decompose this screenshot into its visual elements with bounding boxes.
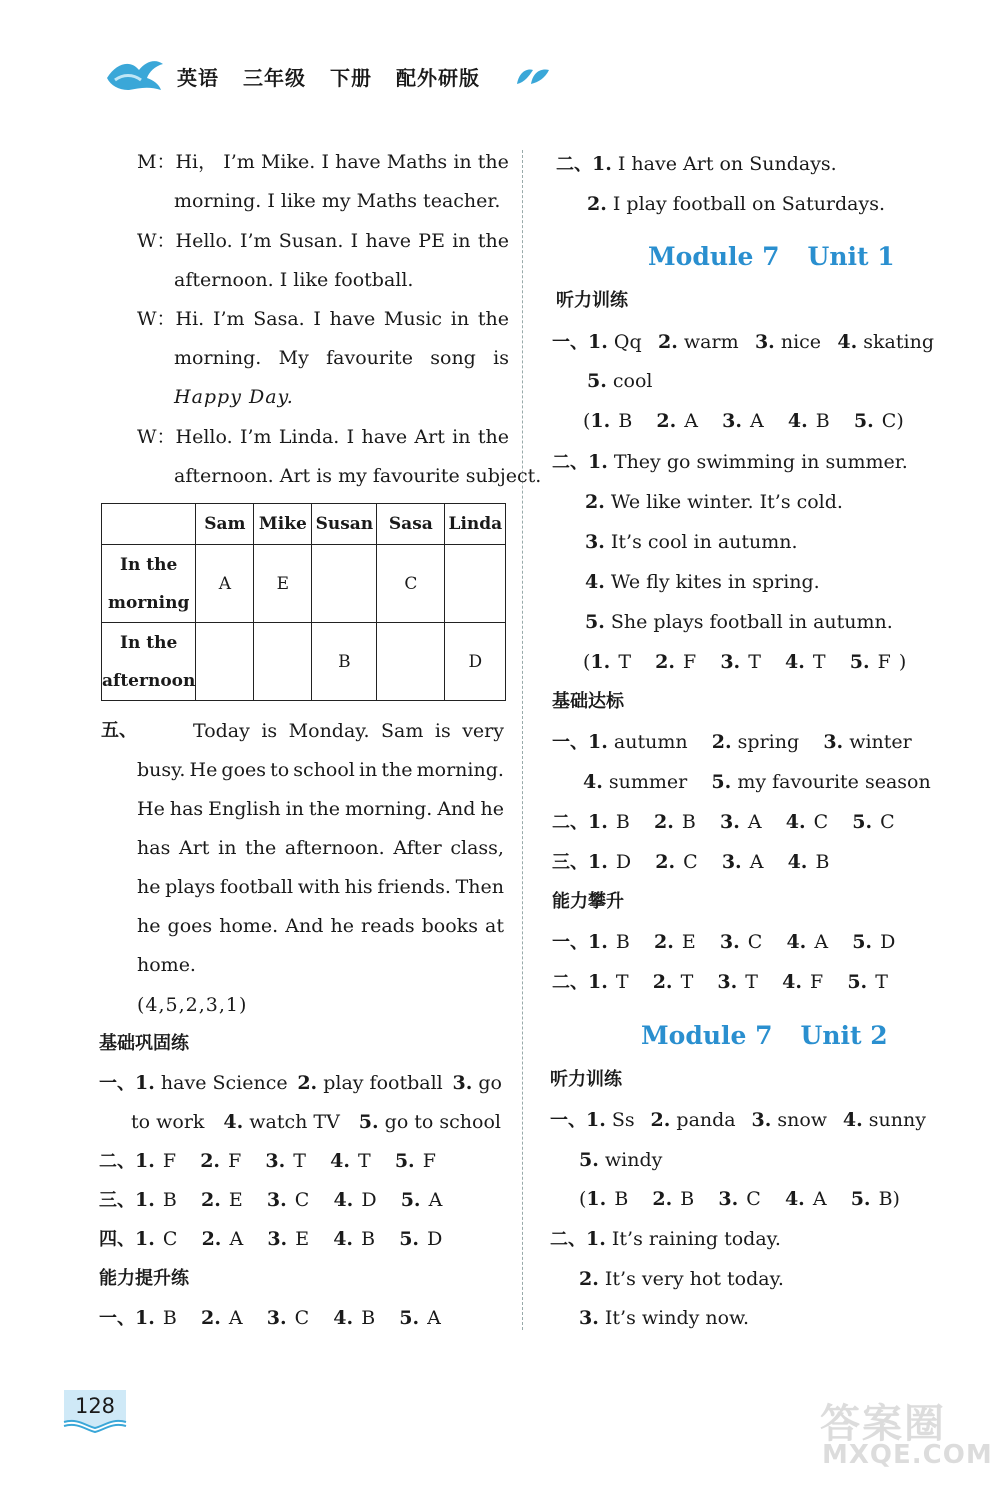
watermark-text: 答案圈 xyxy=(820,1401,946,1447)
answer-line: 3. It’s cool in autumn. xyxy=(585,531,798,553)
watermark-url: MXQE.COM xyxy=(822,1440,993,1470)
table-corner xyxy=(102,504,196,545)
answer-line: 三、1. B 2. E 3. C 4. D 5. A xyxy=(99,1189,443,1211)
answer-line: 2. We like winter. It’s cold. xyxy=(585,491,843,513)
answer-line: 一、1. B 2. E 3. C 4. A 5. D xyxy=(552,931,896,953)
section-heading: 能力攀升 xyxy=(552,891,624,912)
table-row xyxy=(102,623,506,701)
passage-line: he goes home. And he reads books at xyxy=(137,915,504,937)
table-cell xyxy=(254,623,312,701)
section-heading: 基础达标 xyxy=(552,691,624,712)
table-header: Mike xyxy=(254,504,312,545)
answer-line: 5. She plays football in autumn. xyxy=(585,611,893,633)
table-cell: E xyxy=(254,545,312,623)
section-number: 五、 xyxy=(101,720,137,741)
answer-line: 二、1. They go swimming in summer. xyxy=(552,451,908,473)
answer-line: (1. B 2. A 3. A 4. B 5. C) xyxy=(583,410,904,432)
module-title: Module 7 Unit 1 xyxy=(648,242,895,271)
table-cell: C xyxy=(377,545,445,623)
answer-line: 4. We fly kites in spring. xyxy=(585,571,820,593)
answer-line: 2. It’s very hot today. xyxy=(579,1268,784,1290)
table-cell xyxy=(445,545,506,623)
table-header: Linda xyxy=(445,504,506,545)
answer-line: 二、1. I have Art on Sundays. xyxy=(556,153,837,175)
table-cell: B xyxy=(312,623,377,701)
watermark xyxy=(820,1392,993,1477)
answer-line: 一、1. autumn 2. spring 3. winter xyxy=(552,731,912,753)
table-header: Sam xyxy=(196,504,254,545)
section-heading: 听力训练 xyxy=(550,1069,622,1090)
schedule-table xyxy=(101,503,506,701)
answer-line: 一、1. Qq 2. warm 3. nice 4. skating xyxy=(552,331,934,353)
dialog-line: W：Hi. I’m Sasa. I have Music in the xyxy=(137,308,509,330)
table-row xyxy=(102,545,506,623)
answer-line: 二、1. It’s raining today. xyxy=(550,1228,781,1250)
dialog-line: morning. I like my Maths teacher. xyxy=(174,190,501,212)
answer-line: (1. B 2. B 3. C 4. A 5. B) xyxy=(579,1188,900,1210)
row-label: In the afternoon xyxy=(102,623,196,701)
page-number: 128 xyxy=(74,1394,116,1418)
passage-line: Today is Monday. Sam is very xyxy=(193,720,504,742)
answer-line: 二、1. B 2. B 3. A 4. C 5. C xyxy=(552,811,895,833)
song-title: Happy Day. xyxy=(174,386,294,408)
answer-line: 三、1. D 2. C 3. A 4. B xyxy=(552,851,830,873)
section-heading: 听力训练 xyxy=(556,290,628,311)
section-heading: 能力提升练 xyxy=(99,1268,189,1289)
dialog-line: afternoon. I like football. xyxy=(174,269,414,291)
column-divider xyxy=(522,150,523,1330)
passage-line: He has English in the morning. And he xyxy=(137,798,504,820)
answer-line: 二、1. F 2. F 3. T 4. T 5. F xyxy=(99,1150,436,1172)
answer-line: 3. It’s windy now. xyxy=(579,1307,750,1329)
answer-line: (1. T 2. F 3. T 4. T 5. F ) xyxy=(583,651,907,673)
dialog-line: W：Hello. I’m Susan. I have PE in the xyxy=(137,230,509,252)
answer-line: 5. windy xyxy=(579,1149,663,1171)
dialog-line: W：Hello. I’m Linda. I have Art in the xyxy=(137,426,509,448)
answer-line: 5. cool xyxy=(587,370,653,392)
table-cell: D xyxy=(445,623,506,701)
section-heading: 基础巩固练 xyxy=(99,1033,189,1054)
header-edition: 配外研版 xyxy=(396,66,480,90)
passage-line: he plays football with his friends. Then xyxy=(137,876,504,898)
table-cell xyxy=(377,623,445,701)
header-volume: 下册 xyxy=(330,66,372,90)
answer-line: 一、1. B 2. A 3. C 4. B 5. A xyxy=(99,1307,441,1329)
header-grade: 三年级 xyxy=(243,66,306,90)
dialog-line: morning. My favourite song is xyxy=(174,347,509,369)
table-header: Susan xyxy=(312,504,377,545)
bird-icon xyxy=(103,56,167,96)
page-header xyxy=(95,52,565,102)
module-title: Module 7 Unit 2 xyxy=(641,1021,888,1050)
dialog-line: M：Hi， I’m Mike. I have Maths in the xyxy=(137,151,509,173)
page-number-tab xyxy=(60,1388,130,1433)
answer-line: 二、1. T 2. T 3. T 4. F 5. T xyxy=(552,971,888,993)
passage-line: home. xyxy=(137,954,196,976)
leaf-icon xyxy=(515,66,551,88)
order-answer: (4,5,2,3,1) xyxy=(137,994,248,1016)
table-cell xyxy=(312,545,377,623)
table-cell xyxy=(196,623,254,701)
answer-line: 四、1. C 2. A 3. E 4. B 5. D xyxy=(99,1228,443,1250)
answer-line: 一、1. Ss 2. panda 3. snow 4. sunny xyxy=(550,1109,926,1131)
header-title xyxy=(177,62,480,91)
answer-line: 2. I play football on Saturdays. xyxy=(587,193,886,215)
header-subject: 英语 xyxy=(177,66,219,90)
passage-line: has Art in the afternoon. After class, xyxy=(137,837,504,859)
table-cell: A xyxy=(196,545,254,623)
answer-line: 一、1. have Science 2. play football 3. go xyxy=(99,1072,502,1094)
answer-line: to work 4. watch TV 5. go to school xyxy=(131,1111,501,1133)
row-label: In the morning xyxy=(102,545,196,623)
passage-line: busy. He goes to school in the morning. xyxy=(137,759,504,781)
table-header: Sasa xyxy=(377,504,445,545)
answer-line: 4. summer 5. my favourite season xyxy=(583,771,931,793)
dialog-line: afternoon. Art is my favourite subject. xyxy=(174,465,542,487)
